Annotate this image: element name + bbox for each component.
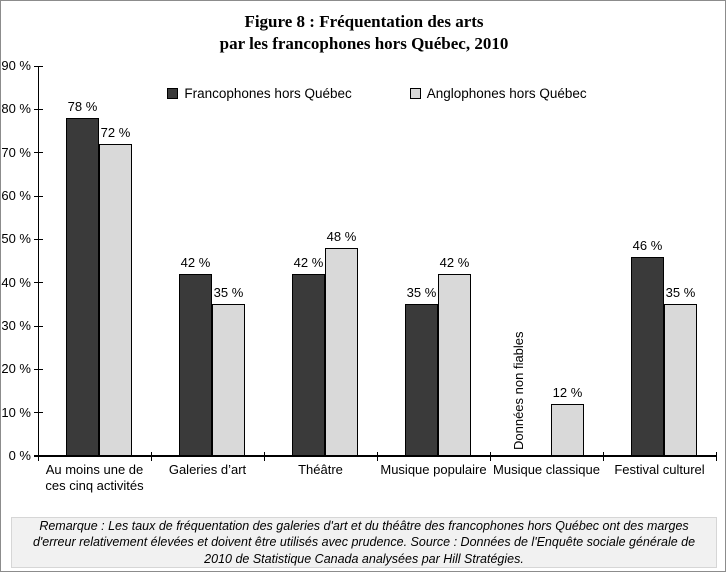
y-axis-tick-label: 30 % (1, 318, 31, 333)
category-label-5: Festival culturel (614, 462, 705, 477)
y-axis-tick (34, 196, 43, 197)
y-axis-tick-label: 90 % (1, 58, 31, 73)
bar-francophones-2 (292, 274, 325, 456)
category-label-0: Au moins une de ces cinq activités (45, 462, 144, 493)
y-axis-tick (34, 109, 43, 110)
x-axis (34, 455, 716, 457)
y-axis-tick-label: 60 % (1, 188, 31, 203)
bar-anglophones-1 (212, 304, 245, 456)
footer-note (11, 517, 717, 568)
y-axis-tick (34, 326, 43, 327)
y-axis (38, 66, 39, 456)
bar-value-label: 48 % (326, 229, 357, 244)
footer-note-text: Remarque : Les taux de fréquentation des galeries d'art et du théâtre des francophones hors Québec ont des marges d'erreur relativement élevées et doivent être utilisés avec prudence. Source : Données de l'Enquête sociale générale de 2010 de Statistique Canada analysées par Hill Stratégies. (32, 518, 696, 566)
y-axis-tick-label: 10 % (1, 404, 31, 420)
bar-value-label: 35 % (406, 285, 437, 301)
bar-anglophones-3 (438, 274, 471, 456)
y-axis-tick (34, 239, 43, 240)
bar-value-label: 46 % (632, 237, 663, 253)
y-axis-tick (34, 152, 43, 153)
chart-title-line1: Figure 8 : Fréquentation des arts (244, 12, 484, 31)
y-axis-tick-label: 40 % (1, 274, 31, 290)
chart-title-line2: par les francophones hors Québec, 2010 (219, 34, 509, 54)
x-axis-tick (716, 452, 717, 461)
bar-francophones-0 (66, 118, 99, 456)
missing-data-note: Données non fiables (510, 331, 526, 450)
bar-anglophones-2 (325, 248, 358, 456)
y-axis-tick-label: 20 % (1, 361, 31, 377)
y-axis-tick (34, 282, 43, 283)
bar-anglophones-5 (664, 304, 697, 456)
bar-anglophones-4 (551, 404, 584, 456)
x-axis-tick (151, 452, 152, 461)
y-axis-tick-label: 0 % (8, 448, 31, 463)
y-axis-tick-label: 80 % (1, 101, 31, 117)
bar-value-label: 72 % (100, 125, 131, 140)
bar-value-label: 42 % (180, 255, 211, 270)
category-label-4: Musique classique (493, 462, 600, 477)
x-axis-tick (490, 452, 491, 461)
bar-anglophones-0 (99, 144, 132, 456)
x-axis-tick (264, 452, 265, 461)
y-axis-tick-label: 70 % (1, 144, 31, 160)
category-label-3: Musique populaire (380, 462, 487, 477)
bar-value-label: 42 % (293, 255, 324, 270)
legend-label-anglophones: Anglophones hors Québec (426, 86, 587, 101)
y-axis-tick-label: 50 % (1, 231, 31, 247)
legend-label-francophones: Francophones hors Québec (184, 86, 352, 101)
bar-value-label: 78 % (67, 99, 98, 114)
y-axis-tick (34, 412, 43, 413)
y-axis-tick (34, 369, 43, 370)
category-label-2: Théâtre (298, 462, 343, 477)
x-axis-tick (603, 452, 604, 461)
bar-francophones-3 (405, 304, 438, 456)
bar-value-label: 42 % (439, 255, 470, 270)
plot-area (1, 1, 725, 571)
bar-value-label: 35 % (213, 285, 244, 301)
y-axis-tick (34, 66, 43, 67)
x-axis-tick (38, 452, 39, 461)
x-axis-tick (377, 452, 378, 461)
bar-value-label: 35 % (665, 285, 696, 301)
bar-francophones-1 (179, 274, 212, 456)
bar-value-label: 12 % (552, 385, 583, 400)
category-label-1: Galeries d’art (168, 462, 247, 477)
